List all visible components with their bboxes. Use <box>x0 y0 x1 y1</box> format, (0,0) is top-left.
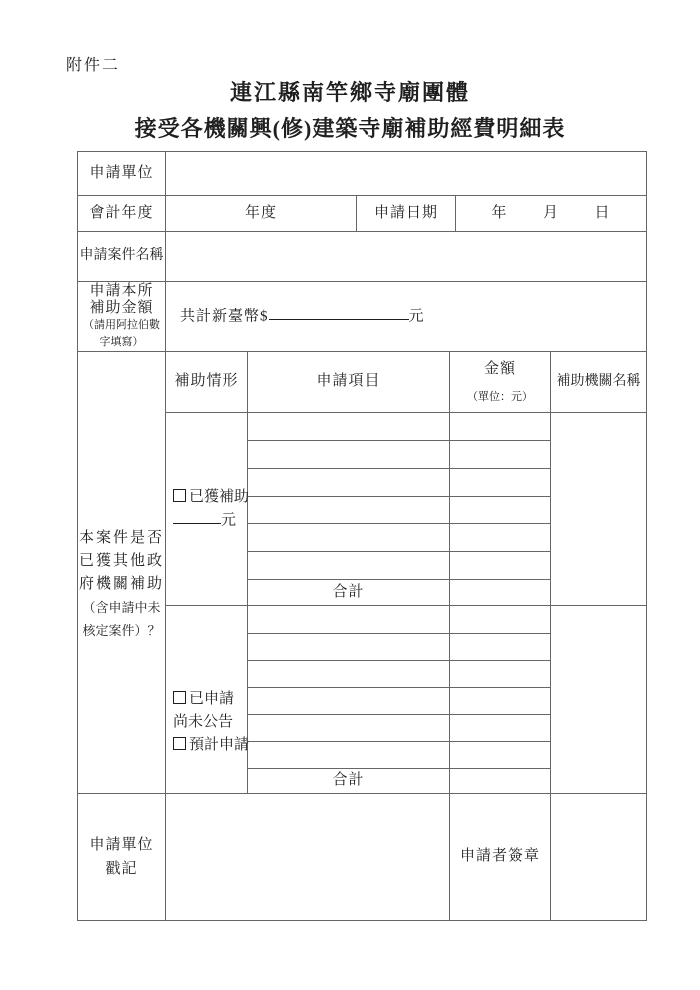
block1-amount-row[interactable] <box>450 524 551 552</box>
question-line-2: 已獲其他政 <box>78 553 164 569</box>
form-table <box>77 151 647 921</box>
form-title-line1: 連江縣南竿鄉寺廟團體 <box>229 80 470 105</box>
applicant-seal-field[interactable] <box>166 794 450 921</box>
planned-application-label: 預計申請 <box>189 737 250 754</box>
case-name-field[interactable] <box>166 232 647 282</box>
date-year-char: 年 <box>491 204 508 221</box>
block1-item-row[interactable] <box>248 552 450 580</box>
block2-amount-row[interactable] <box>450 688 551 715</box>
block2-amount-row[interactable] <box>450 661 551 688</box>
applicant-unit-field[interactable] <box>166 152 647 196</box>
block2-item-row[interactable] <box>248 606 450 634</box>
form-title-line2: 接受各機關興(修)建築寺廟補助經費明細表 <box>134 116 566 141</box>
header-application-item: 申請項目 <box>248 352 450 413</box>
block2-status-cell <box>166 606 248 794</box>
other-subsidy-question <box>78 352 166 794</box>
block2-amount-row[interactable] <box>450 742 551 769</box>
applicant-seal-label-line2: 戳記 <box>105 861 138 877</box>
received-subsidy-amount-blank[interactable] <box>173 509 221 524</box>
block1-status-cell <box>166 413 248 606</box>
applicant-seal-label-line1: 申請單位 <box>89 837 154 853</box>
applicant-seal-label <box>78 794 166 921</box>
received-subsidy-checkbox[interactable] <box>173 489 186 502</box>
block2-item-row[interactable] <box>248 634 450 661</box>
date-day-char: 日 <box>594 204 611 221</box>
request-amount-note-line1: （請用阿拉伯數 <box>83 318 160 331</box>
block1-item-row[interactable] <box>248 524 450 552</box>
application-date-field[interactable] <box>456 196 647 232</box>
block1-amount-row[interactable] <box>450 469 551 497</box>
block2-agency-cell[interactable] <box>551 606 647 794</box>
block1-amount-row[interactable] <box>450 441 551 469</box>
block1-item-row[interactable] <box>248 469 450 497</box>
request-amount-note-line2: 字填寫） <box>99 335 144 348</box>
block2-item-row[interactable] <box>248 688 450 715</box>
block2-amount-row[interactable] <box>450 634 551 661</box>
question-line-4: （含申請中未 <box>82 600 161 615</box>
received-subsidy-amount-suffix: 元 <box>221 512 237 529</box>
header-amount <box>450 352 551 413</box>
block1-amount-row[interactable] <box>450 497 551 524</box>
block2-total-amount-cell[interactable] <box>450 769 551 794</box>
applicant-signature-label: 申請者簽章 <box>450 794 551 921</box>
block2-item-row[interactable] <box>248 661 450 688</box>
case-name-label: 申請案件名稱 <box>78 232 166 282</box>
request-amount-label <box>78 282 166 352</box>
amount-suffix: 元 <box>408 308 425 325</box>
block2-amount-row[interactable] <box>450 606 551 634</box>
block1-amount-row[interactable] <box>450 552 551 580</box>
request-amount-field[interactable] <box>166 282 647 352</box>
block1-item-row[interactable] <box>248 441 450 469</box>
block2-item-row[interactable] <box>248 715 450 742</box>
header-amount-unit: （單位：元） <box>467 391 533 404</box>
question-line-1: 本案件是否 <box>78 530 164 546</box>
block2-item-row[interactable] <box>248 742 450 769</box>
request-amount-label-line1: 申請本所 <box>89 282 154 299</box>
date-month-char: 月 <box>542 204 559 221</box>
applied-not-announced-checkbox[interactable] <box>173 691 186 704</box>
fiscal-year-label: 會計年度 <box>78 196 166 232</box>
block1-agency-cell[interactable] <box>551 413 647 606</box>
block1-amount-row[interactable] <box>450 413 551 441</box>
amount-prefix: 共計新臺幣$ <box>180 308 269 325</box>
block2-total-label: 合計 <box>248 769 450 794</box>
question-line-3: 府機關補助 <box>78 576 164 592</box>
fiscal-year-field[interactable]: 年度 <box>166 196 357 232</box>
applicant-signature-field[interactable] <box>551 794 647 921</box>
request-amount-label-line2: 補助金額 <box>89 299 154 316</box>
question-line-5: 核定案件）？ <box>82 623 161 638</box>
header-agency-name: 補助機關名稱 <box>551 352 647 413</box>
applied-not-announced-label: 已申請尚未公告 <box>173 690 235 730</box>
attachment-label: 附件二 <box>66 57 121 74</box>
application-date-label: 申請日期 <box>357 196 456 232</box>
received-subsidy-label: 已獲補助 <box>189 488 250 505</box>
planned-application-checkbox[interactable] <box>173 737 186 750</box>
header-subsidy-status: 補助情形 <box>166 352 248 413</box>
applicant-unit-label: 申請單位 <box>78 152 166 196</box>
block1-item-row[interactable] <box>248 497 450 524</box>
block1-item-row[interactable] <box>248 413 450 441</box>
header-amount-title: 金額 <box>483 361 516 377</box>
block1-total-label: 合計 <box>248 580 450 606</box>
amount-blank-line[interactable] <box>269 305 409 320</box>
block1-total-amount-cell[interactable] <box>450 580 551 606</box>
block2-amount-row[interactable] <box>450 715 551 742</box>
